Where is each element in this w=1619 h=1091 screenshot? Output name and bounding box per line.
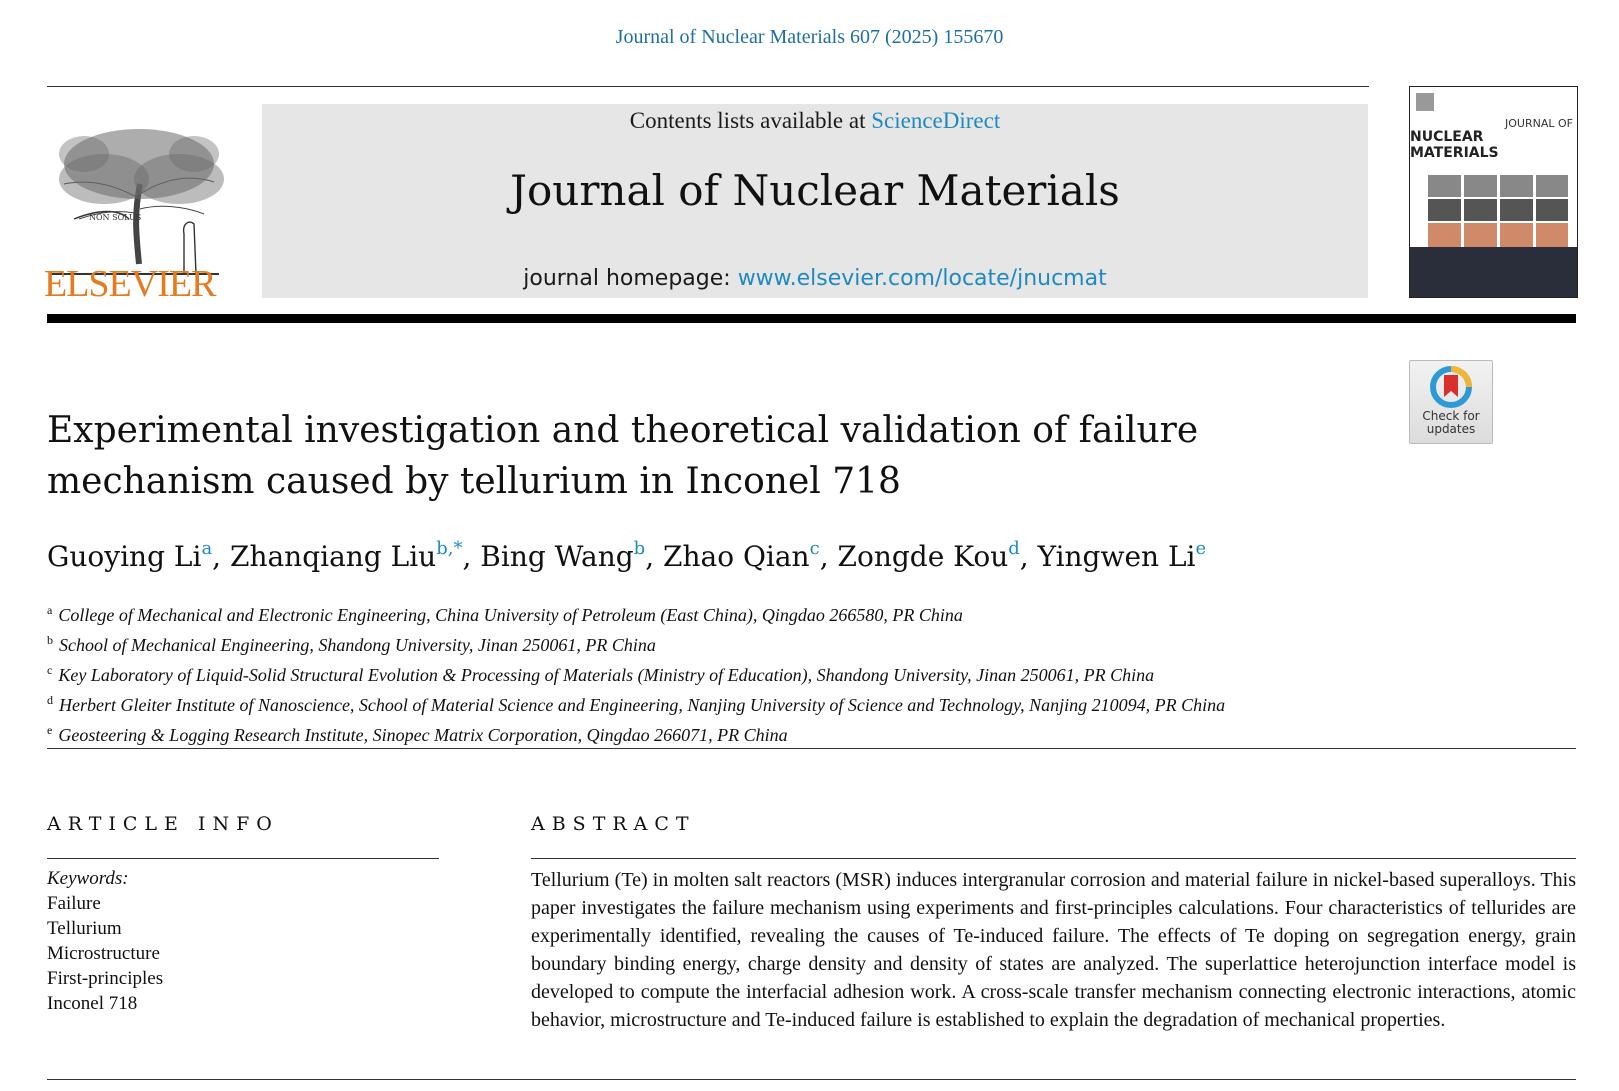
contents-line [262, 108, 1368, 134]
keyword-item[interactable]: Microstructure [47, 943, 160, 964]
affiliation-item [47, 718, 1567, 748]
tree-motto: NON SOLUS [89, 213, 142, 222]
author-affiliation-marker[interactable]: b [633, 538, 646, 559]
affiliation-key: c [47, 663, 53, 677]
affiliation-text: College of Mechanical and Electronic Engineering, China University of Petroleum (East China), Qingdao 266580, PR China [58, 605, 963, 625]
check-updates-line-1: Check for [1422, 409, 1480, 423]
header-thick-rule [47, 314, 1576, 323]
section-divider [47, 748, 1576, 749]
affiliation-text: Geosteering & Logging Research Institute, Sinopec Matrix Corporation, Qingdao 266071, PR China [58, 725, 788, 745]
author-affiliation-marker[interactable]: b,* [436, 538, 463, 559]
author-name[interactable]: Guoying Li [47, 540, 202, 573]
bottom-rule [47, 1079, 1576, 1080]
journal-title: Journal of Nuclear Materials [510, 166, 1120, 215]
affiliation-item [47, 688, 1567, 718]
abstract-text: Tellurium (Te) in molten salt reactors (MSR) induces intergranular corrosion and material failure in nickel-based superalloys. This paper investigates the failure mechanism using experiments and first-principles calculations. Four characteristics of tellurides are experimentally identified, revealing the causes of Te-induced failure. The effects of Te doping on segregation energy, grain boundary binding energy, charge density and density of states are analyzed. The superlattice heterojunction interface model is developed to compute the interfacial adhesion work. A cross-scale transfer mechanism connecting electronic interactions, atomic behavior, microstructure and Te-induced failure is established to explain the degradation of mechanical properties. [531, 869, 1576, 1031]
affiliation-key: d [47, 693, 53, 707]
keyword-item[interactable]: Tellurium [47, 918, 122, 939]
author-affiliation-marker[interactable]: e [1195, 538, 1207, 559]
homepage-prefix: journal homepage: [523, 266, 731, 291]
keywords-block [47, 866, 427, 1016]
cover-dark-footer [1410, 247, 1577, 297]
header-top-rule [47, 86, 1369, 87]
affiliation-key: a [47, 603, 53, 617]
journal-homepage-link[interactable]: www.elsevier.com/locate/jnucmat [737, 266, 1107, 291]
author-affiliation-marker[interactable]: c [809, 538, 820, 559]
keyword-item[interactable]: Inconel 718 [47, 993, 138, 1014]
keyword-item[interactable]: First-principles [47, 968, 164, 989]
cover-label-main: NUCLEAR MATERIALS [1410, 129, 1499, 161]
author-name[interactable]: Bing Wang [480, 540, 634, 573]
elsevier-wordmark[interactable]: ELSEVIER [44, 263, 216, 305]
check-updates-icon [1429, 365, 1473, 409]
author-name[interactable]: Zhao Qian [663, 540, 810, 573]
check-for-updates-button[interactable] [1409, 360, 1493, 444]
affiliation-key: e [47, 723, 53, 737]
cover-micrograph-row-2 [1428, 199, 1568, 221]
journal-cover-thumbnail[interactable] [1409, 86, 1578, 298]
keywords-label: Keywords: [47, 868, 129, 889]
cover-micrograph-row-1 [1428, 175, 1568, 197]
contents-prefix: Contents lists available at [629, 108, 866, 133]
abstract-heading: ABSTRACT [531, 813, 696, 835]
author-list: Guoying Li$^a$, Zhanqiang Liu$^{b,*}$, Bing Wang$^b$, Zhao Qian$^c$, Zongde Kou$^d$, Yingwen Li$^e$ [47, 538, 1207, 573]
author-name[interactable]: Zhanqiang Liu [229, 540, 437, 573]
affiliation-text: Herbert Gleiter Institute of Nanoscience, School of Material Science and Engineering, Nanjing University of Science and Technology, Nanjing 210094, PR China [59, 695, 1226, 715]
homepage-line [262, 266, 1368, 291]
affiliation-list [47, 598, 1567, 748]
affiliation-key: b [47, 633, 53, 647]
affiliation-text: School of Mechanical Engineering, Shandong University, Jinan 250061, PR China [59, 635, 656, 655]
sciencedirect-link[interactable]: ScienceDirect [871, 108, 1001, 133]
author-name[interactable]: Zongde Kou [837, 540, 1009, 573]
cover-label-top: JOURNAL OF [1505, 117, 1573, 130]
author-name[interactable]: Yingwen Li [1037, 540, 1196, 573]
affiliation-text: Key Laboratory of Liquid-Solid Structural Evolution & Processing of Materials (Ministry of Education), Shandong University, Jinan 250061, PR China [58, 665, 1155, 685]
check-updates-label [1410, 410, 1492, 436]
affiliation-item [47, 598, 1567, 628]
keyword-item[interactable]: Failure [47, 893, 101, 914]
cover-micrograph-row-3 [1428, 223, 1568, 247]
journal-banner [262, 104, 1368, 298]
affiliation-item [47, 658, 1567, 688]
author-affiliation-marker[interactable]: a [201, 538, 213, 559]
cover-elsevier-mark [1416, 93, 1434, 111]
paper-title: Experimental investigation and theoretical validation of failure mechanism caused by tellurium in Inconel 718 [47, 410, 1199, 502]
check-updates-line-2: updates [1426, 422, 1476, 436]
article-info-rule [47, 858, 439, 859]
article-info-heading: ARTICLE INFO [47, 813, 279, 835]
journal-citation[interactable]: Journal of Nuclear Materials 607 (2025) 155670 [615, 26, 1004, 48]
author-affiliation-marker[interactable]: d [1008, 538, 1020, 559]
affiliation-item [47, 628, 1567, 658]
abstract-rule [531, 858, 1576, 859]
